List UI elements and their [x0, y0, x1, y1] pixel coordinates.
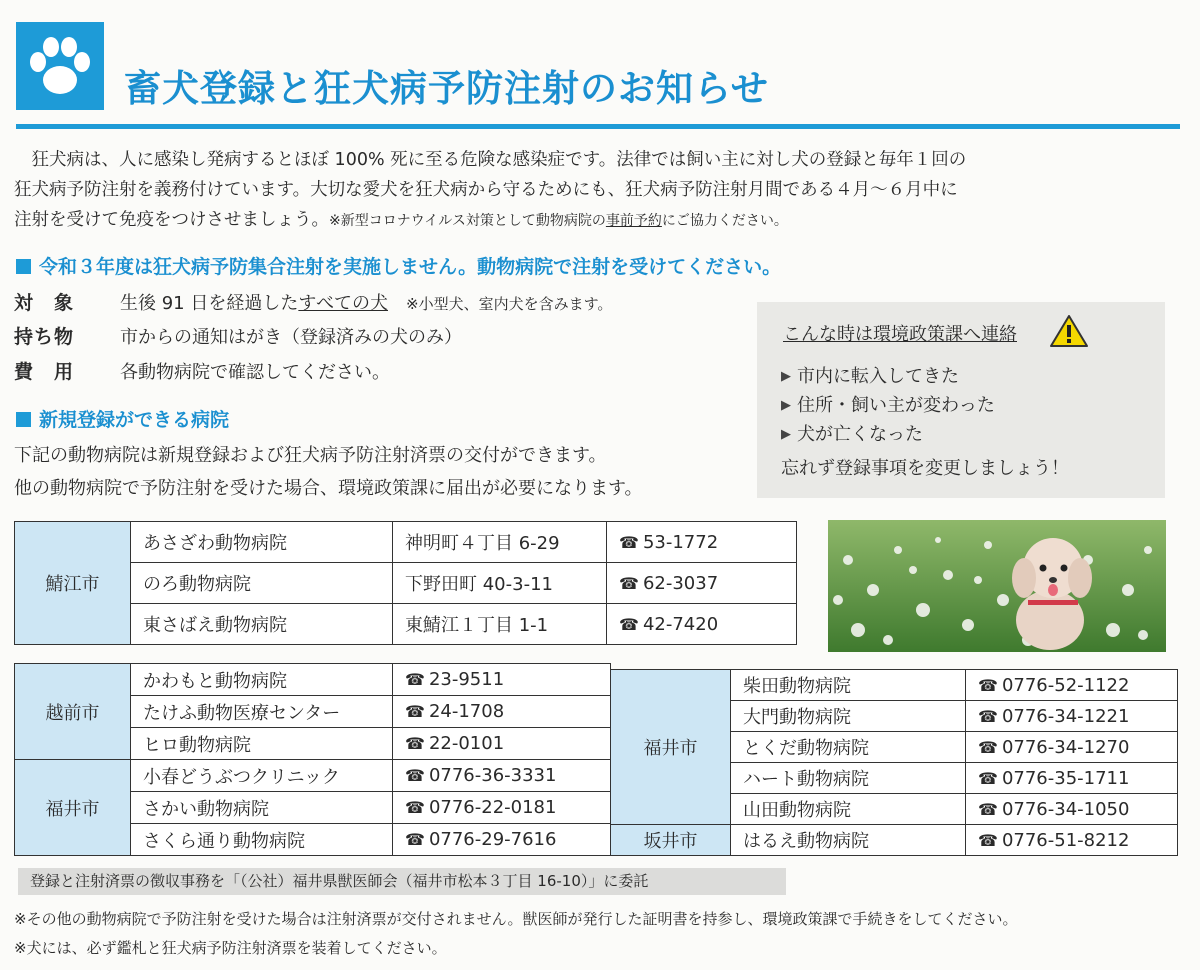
hospital-phone: ☎ 0776-22-0181 — [393, 792, 611, 824]
phone-icon: ☎ — [978, 737, 998, 757]
contact-item: ▶ 市内に転入してきた — [781, 366, 959, 387]
hospital-name: 小春どうぶつクリニック — [131, 760, 393, 792]
phone-icon: ☎ — [405, 702, 425, 721]
registration-desc: 下記の動物病院は新規登録および狂犬病予防注射済票の交付ができます。 — [14, 445, 607, 466]
bring-value: 市からの通知はがき（登録済みの犬のみ） — [120, 327, 462, 348]
consignment-note: 登録と注射済票の徴収事務を「（公社）福井県獣医師会（福井市松本３丁目 16-10）」に委託 — [18, 868, 786, 895]
phone-icon: ☎ — [978, 830, 998, 850]
phone-icon: ☎ — [405, 766, 425, 785]
hospital-phone: ☎ 23-9511 — [393, 664, 611, 696]
hospital-phone: ☎ 42-7420 — [607, 604, 797, 645]
fee-value: 各動物病院で確認してください。 — [120, 362, 390, 383]
hospital-phone: ☎ 0776-51-8212 — [966, 825, 1178, 856]
hospital-name: ヒロ動物病院 — [131, 728, 393, 760]
phone-icon: ☎ — [619, 573, 639, 593]
hospital-name: とくだ動物病院 — [731, 732, 966, 763]
page-title: 畜犬登録と狂犬病予防注射のお知らせ — [124, 67, 769, 110]
square-bullet-icon — [16, 259, 31, 274]
phone-icon: ☎ — [405, 830, 425, 849]
contact-heading: こんな時は環境政策課へ連絡 — [783, 324, 1017, 345]
hospital-name: のろ動物病院 — [131, 563, 393, 604]
footnote: ※その他の動物病院で予防注射を受けた場合は注射済票が交付されません。獣医師が発行した証明書を持参し、環境政策課で手続きをしてください。 — [14, 910, 1018, 928]
city-cell: 越前市 — [15, 664, 131, 760]
phone-icon: ☎ — [405, 734, 425, 753]
contact-closing: 忘れず登録事項を変更しましょう！ — [781, 458, 1069, 479]
hospital-phone: ☎ 62-3037 — [607, 563, 797, 604]
intro-line: 狂犬病は、人に感染し発病するとほぼ 100% 死に至る危険な感染症です。法律では飼い主に対し犬の登録と毎年１回の — [14, 150, 967, 170]
paw-icon — [16, 22, 104, 110]
title-divider — [16, 124, 1180, 129]
hospital-name: 東さばえ動物病院 — [131, 604, 393, 645]
hospital-table-echizen-fukui — [14, 663, 611, 856]
fee-label: 費 用 — [14, 361, 75, 383]
target-value: 生後 91 日を経過したすべての犬 ※小型犬、室内犬を含みます。 — [120, 293, 613, 314]
hospital-name: 山田動物病院 — [731, 794, 966, 825]
city-cell: 福井市 — [15, 760, 131, 856]
warning-icon — [1049, 314, 1089, 348]
hospital-name: ハート動物病院 — [731, 763, 966, 794]
hospital-address: 下野田町 40-3-11 — [393, 563, 607, 604]
hospital-address: 神明町４丁目 6-29 — [393, 522, 607, 563]
hospital-phone: ☎ 0776-34-1221 — [966, 701, 1178, 732]
hospital-address: 東鯖江１丁目 1-1 — [393, 604, 607, 645]
intro-line-text: 注射を受けて免疫をつけさせましょう。 — [14, 210, 329, 230]
city-cell: 鯖江市 — [15, 522, 131, 645]
hospital-name: さかい動物病院 — [131, 792, 393, 824]
hospital-name: 柴田動物病院 — [731, 670, 966, 701]
phone-icon: ☎ — [405, 670, 425, 689]
hospital-name: 大門動物病院 — [731, 701, 966, 732]
hospital-phone: ☎ 53-1772 — [607, 522, 797, 563]
square-bullet-icon — [16, 412, 31, 427]
hospital-phone: ☎ 22-0101 — [393, 728, 611, 760]
bring-label: 持ち物 — [14, 326, 75, 348]
footnote: ※犬には、必ず鑑札と狂犬病予防注射済票を装着してください。 — [14, 939, 447, 957]
contact-item: ▶ 住所・飼い主が変わった — [781, 395, 995, 416]
intro-line — [14, 205, 1186, 236]
hospital-name: あさざわ動物病院 — [131, 522, 393, 563]
phone-icon: ☎ — [405, 798, 425, 817]
city-cell: 坂井市 — [611, 825, 731, 856]
phone-icon: ☎ — [619, 614, 639, 634]
hospital-phone: ☎ 0776-34-1270 — [966, 732, 1178, 763]
hospital-table-fukui-sakai — [610, 669, 1178, 856]
phone-icon: ☎ — [978, 706, 998, 726]
registration-desc: 他の動物病院で予防注射を受けた場合、環境政策課に届出が必要になります。 — [14, 478, 643, 499]
hospital-phone: ☎ 0776-36-3331 — [393, 760, 611, 792]
intro-line: 狂犬病予防注射を義務付けています。大切な愛犬を狂犬病から守るためにも、狂犬病予防注射月間である４月～６月中に — [14, 180, 958, 200]
hospital-phone: ☎ 0776-29-7616 — [393, 824, 611, 856]
phone-icon: ☎ — [978, 768, 998, 788]
hospital-name: かわもと動物病院 — [131, 664, 393, 696]
hospital-table-sabae — [14, 521, 797, 645]
hospital-phone: ☎ 24-1708 — [393, 696, 611, 728]
hospital-name: さくら通り動物病院 — [131, 824, 393, 856]
intro-paragraph — [14, 145, 1186, 236]
phone-icon: ☎ — [978, 675, 998, 695]
covid-note: ※新型コロナウイルス対策として動物病院の事前予約にご協力ください。 — [329, 213, 788, 229]
city-cell: 福井市 — [611, 670, 731, 825]
hospital-name: たけふ動物医療センター — [131, 696, 393, 728]
contact-box — [757, 302, 1165, 498]
hospital-phone: ☎ 0776-52-1122 — [966, 670, 1178, 701]
contact-item: ▶ 犬が亡くなった — [781, 424, 923, 445]
dog-photo — [828, 520, 1166, 652]
phone-icon: ☎ — [619, 532, 639, 552]
section-heading-injection: 令和３年度は狂犬病予防集合注射を実施しません。動物病院で注射を受けてください。 — [16, 252, 781, 279]
phone-icon: ☎ — [978, 799, 998, 819]
hospital-phone: ☎ 0776-34-1050 — [966, 794, 1178, 825]
hospital-name: はるえ動物病院 — [731, 825, 966, 856]
target-label: 対 象 — [14, 292, 75, 314]
hospital-phone: ☎ 0776-35-1711 — [966, 763, 1178, 794]
section-heading-registration: 新規登録ができる病院 — [16, 405, 229, 432]
